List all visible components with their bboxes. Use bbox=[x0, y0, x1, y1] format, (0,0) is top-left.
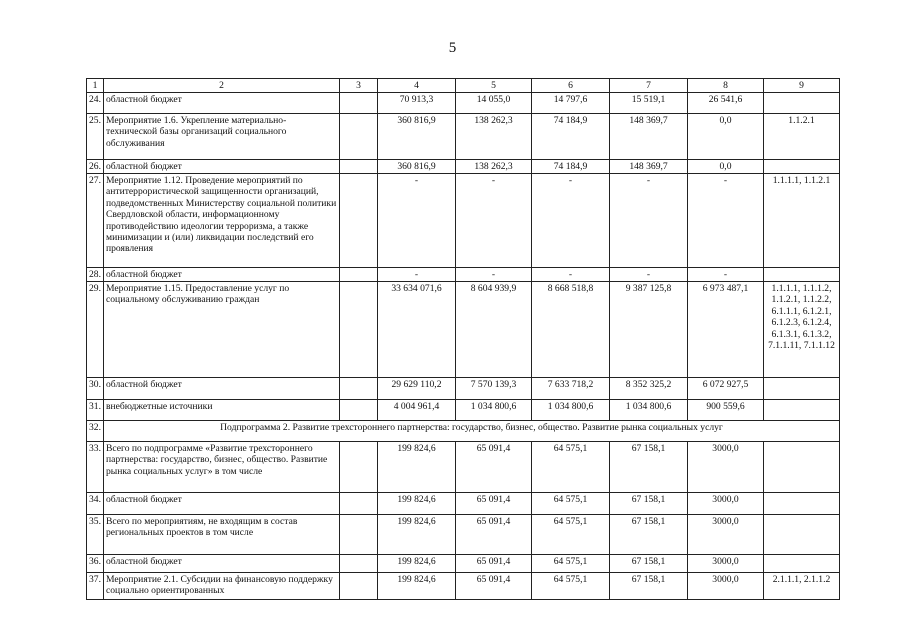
row-number: 30. bbox=[87, 378, 104, 400]
cell-year-3: 1 034 800,6 bbox=[610, 400, 688, 421]
cell-total: 199 824,6 bbox=[378, 442, 456, 493]
cell-year-3: 9 387 125,8 bbox=[610, 282, 688, 378]
cell-year-2: 64 575,1 bbox=[532, 493, 610, 515]
cell-year-4: 6 072 927,5 bbox=[688, 378, 764, 400]
row-number: 34. bbox=[87, 493, 104, 515]
table-row bbox=[87, 555, 840, 573]
row-number: 33. bbox=[87, 442, 104, 493]
cell-year-3: - bbox=[610, 174, 688, 268]
table-row bbox=[87, 282, 840, 378]
cell-col3 bbox=[340, 555, 378, 573]
cell-col3 bbox=[340, 378, 378, 400]
cell-year-4: 3000,0 bbox=[688, 515, 764, 555]
cell-year-3: 67 158,1 bbox=[610, 555, 688, 573]
cell-target-codes: 1.1.2.1 bbox=[764, 114, 840, 160]
row-description: Мероприятие 1.12. Проведение мероприятий по антитеррористической защищенности организаций, подведомственных Министерству социальной политики Свердловской области, информационному противодействию идеологии терроризма, а также минимизации и (или) ликвидации последствий его проявления bbox=[104, 174, 340, 268]
row-description: областной бюджет bbox=[104, 93, 340, 114]
cell-target-codes bbox=[764, 268, 840, 282]
row-description: областной бюджет bbox=[104, 493, 340, 515]
cell-year-2: 64 575,1 bbox=[532, 442, 610, 493]
cell-year-1: - bbox=[456, 268, 532, 282]
row-number: 24. bbox=[87, 93, 104, 114]
column-header: 1 bbox=[87, 79, 104, 93]
cell-year-3: 67 158,1 bbox=[610, 442, 688, 493]
table-row bbox=[87, 442, 840, 493]
cell-col3 bbox=[340, 442, 378, 493]
row-number: 25. bbox=[87, 114, 104, 160]
cell-col3 bbox=[340, 493, 378, 515]
cell-year-1: 1 034 800,6 bbox=[456, 400, 532, 421]
row-number: 29. bbox=[87, 282, 104, 378]
cell-target-codes bbox=[764, 442, 840, 493]
row-description: Мероприятие 2.1. Субсидии на финансовую поддержку социально ориентированных bbox=[104, 573, 340, 600]
row-description: областной бюджет bbox=[104, 378, 340, 400]
cell-target-codes: 1.1.1.1, 1.1.2.1 bbox=[764, 174, 840, 268]
cell-year-3: 15 519,1 bbox=[610, 93, 688, 114]
cell-year-2: 64 575,1 bbox=[532, 555, 610, 573]
row-description: Мероприятие 1.6. Укрепление материально-технической базы организаций социального обслуживания bbox=[104, 114, 340, 160]
cell-year-3: - bbox=[610, 268, 688, 282]
column-header: 4 bbox=[378, 79, 456, 93]
cell-year-3: 67 158,1 bbox=[610, 493, 688, 515]
cell-total: 4 004 961,4 bbox=[378, 400, 456, 421]
cell-target-codes bbox=[764, 555, 840, 573]
table-row bbox=[87, 160, 840, 174]
row-number: 28. bbox=[87, 268, 104, 282]
cell-total: - bbox=[378, 174, 456, 268]
column-header: 9 bbox=[764, 79, 840, 93]
column-header: 7 bbox=[610, 79, 688, 93]
cell-year-1: - bbox=[456, 174, 532, 268]
cell-year-2: 64 575,1 bbox=[532, 515, 610, 555]
column-header: 8 bbox=[688, 79, 764, 93]
table-row bbox=[87, 268, 840, 282]
cell-year-4: 3000,0 bbox=[688, 442, 764, 493]
row-number: 31. bbox=[87, 400, 104, 421]
cell-total: 70 913,3 bbox=[378, 93, 456, 114]
table-row bbox=[87, 421, 840, 442]
cell-year-3: 148 369,7 bbox=[610, 114, 688, 160]
table-row bbox=[87, 93, 840, 114]
cell-year-2: 64 575,1 bbox=[532, 573, 610, 600]
row-description: Мероприятие 1.15. Предоставление услуг по социальному обслуживанию граждан bbox=[104, 282, 340, 378]
cell-year-2: 14 797,6 bbox=[532, 93, 610, 114]
cell-year-4: 900 559,6 bbox=[688, 400, 764, 421]
cell-total: 199 824,6 bbox=[378, 493, 456, 515]
cell-col3 bbox=[340, 400, 378, 421]
row-number: 37. bbox=[87, 573, 104, 600]
cell-target-codes bbox=[764, 400, 840, 421]
cell-total: 199 824,6 bbox=[378, 555, 456, 573]
cell-year-1: 65 091,4 bbox=[456, 555, 532, 573]
cell-total: 199 824,6 bbox=[378, 515, 456, 555]
column-header: 2 bbox=[104, 79, 340, 93]
cell-year-1: 7 570 139,3 bbox=[456, 378, 532, 400]
row-description: областной бюджет bbox=[104, 160, 340, 174]
row-description: Всего по подпрограмме «Развитие трехстороннего партнерства: государство, бизнес, общество. Развитие рынка социальных услуг» в том числе bbox=[104, 442, 340, 493]
cell-col3 bbox=[340, 160, 378, 174]
table-row bbox=[87, 114, 840, 160]
cell-year-4: - bbox=[688, 174, 764, 268]
cell-year-1: 65 091,4 bbox=[456, 573, 532, 600]
cell-total: 199 824,6 bbox=[378, 573, 456, 600]
table-row bbox=[87, 515, 840, 555]
column-header: 3 bbox=[340, 79, 378, 93]
cell-year-3: 8 352 325,2 bbox=[610, 378, 688, 400]
cell-col3 bbox=[340, 268, 378, 282]
cell-col3 bbox=[340, 114, 378, 160]
row-number: 36. bbox=[87, 555, 104, 573]
cell-year-2: 7 633 718,2 bbox=[532, 378, 610, 400]
cell-target-codes bbox=[764, 93, 840, 114]
cell-year-1: 65 091,4 bbox=[456, 515, 532, 555]
table-row bbox=[87, 400, 840, 421]
cell-year-4: 6 973 487,1 bbox=[688, 282, 764, 378]
table-row bbox=[87, 174, 840, 268]
row-number: 35. bbox=[87, 515, 104, 555]
cell-year-1: 8 604 939,9 bbox=[456, 282, 532, 378]
row-description: Всего по мероприятиям, не входящим в состав региональных проектов в том числе bbox=[104, 515, 340, 555]
cell-year-2: - bbox=[532, 174, 610, 268]
cell-col3 bbox=[340, 573, 378, 600]
subprogram-heading: Подпрограмма 2. Развитие трехстороннего партнерства: государство, бизнес, общество. Развитие рынка социальных услуг bbox=[104, 421, 840, 442]
column-header: 5 bbox=[456, 79, 532, 93]
cell-total: 29 629 110,2 bbox=[378, 378, 456, 400]
cell-year-3: 67 158,1 bbox=[610, 515, 688, 555]
cell-year-2: 74 184,9 bbox=[532, 160, 610, 174]
cell-year-3: 148 369,7 bbox=[610, 160, 688, 174]
cell-target-codes bbox=[764, 160, 840, 174]
cell-year-2: 74 184,9 bbox=[532, 114, 610, 160]
cell-year-4: 3000,0 bbox=[688, 493, 764, 515]
column-header: 6 bbox=[532, 79, 610, 93]
cell-year-1: 138 262,3 bbox=[456, 160, 532, 174]
row-number: 32. bbox=[87, 421, 104, 442]
cell-total: 360 816,9 bbox=[378, 160, 456, 174]
cell-year-4: 3000,0 bbox=[688, 555, 764, 573]
cell-target-codes: 1.1.1.1, 1.1.1.2, 1.1.2.1, 1.1.2.2, 6.1.1.1, 6.1.2.1, 6.1.2.3, 6.1.2.4, 6.1.3.1, 6.1.3.2, 7.1.1.11, 7.1.1.12 bbox=[764, 282, 840, 378]
budget-table bbox=[86, 78, 840, 600]
cell-total: 360 816,9 bbox=[378, 114, 456, 160]
cell-target-codes bbox=[764, 515, 840, 555]
cell-year-4: 0,0 bbox=[688, 114, 764, 160]
cell-year-2: 1 034 800,6 bbox=[532, 400, 610, 421]
row-number: 26. bbox=[87, 160, 104, 174]
cell-col3 bbox=[340, 174, 378, 268]
cell-year-2: 8 668 518,8 bbox=[532, 282, 610, 378]
cell-total: 33 634 071,6 bbox=[378, 282, 456, 378]
cell-target-codes bbox=[764, 493, 840, 515]
cell-year-4: - bbox=[688, 268, 764, 282]
page-number: 5 bbox=[448, 40, 457, 56]
cell-year-4: 0,0 bbox=[688, 160, 764, 174]
cell-col3 bbox=[340, 515, 378, 555]
cell-target-codes bbox=[764, 378, 840, 400]
table-row bbox=[87, 378, 840, 400]
cell-year-4: 26 541,6 bbox=[688, 93, 764, 114]
cell-col3 bbox=[340, 93, 378, 114]
row-description: областной бюджет bbox=[104, 268, 340, 282]
table-row bbox=[87, 573, 840, 600]
cell-year-1: 65 091,4 bbox=[456, 442, 532, 493]
cell-year-4: 3000,0 bbox=[688, 573, 764, 600]
cell-year-1: 14 055,0 bbox=[456, 93, 532, 114]
cell-year-1: 138 262,3 bbox=[456, 114, 532, 160]
row-description: внебюджетные источники bbox=[104, 400, 340, 421]
row-description: областной бюджет bbox=[104, 555, 340, 573]
cell-total: - bbox=[378, 268, 456, 282]
cell-year-1: 65 091,4 bbox=[456, 493, 532, 515]
cell-year-2: - bbox=[532, 268, 610, 282]
cell-year-3: 67 158,1 bbox=[610, 573, 688, 600]
row-number: 27. bbox=[87, 174, 104, 268]
cell-target-codes: 2.1.1.1, 2.1.1.2 bbox=[764, 573, 840, 600]
table-header-row bbox=[87, 79, 840, 93]
cell-col3 bbox=[340, 282, 378, 378]
table-row bbox=[87, 493, 840, 515]
